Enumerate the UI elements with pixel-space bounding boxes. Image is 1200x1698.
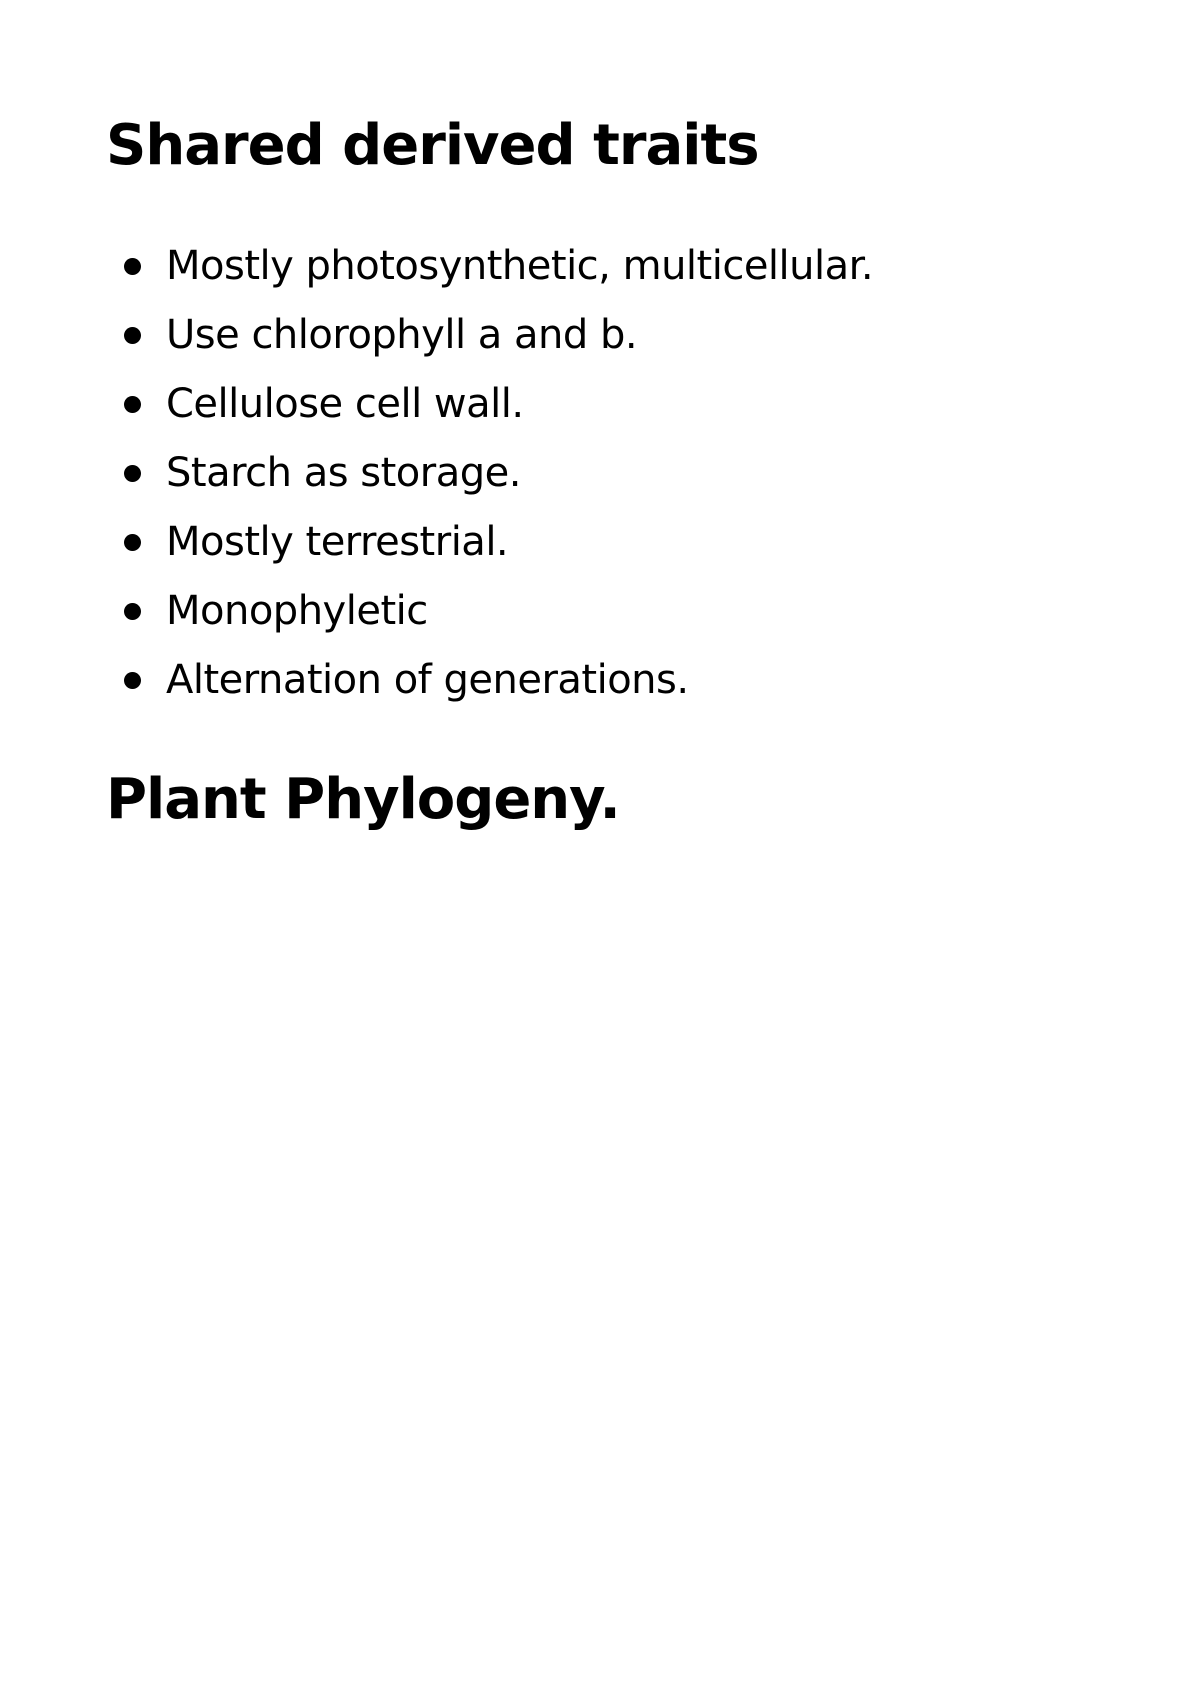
bullet-icon: [124, 465, 141, 482]
list-item-text: Monophyletic: [166, 588, 428, 634]
bullet-icon: [124, 603, 141, 620]
list-item-text: Alternation of generations.: [166, 657, 689, 703]
list-item-text: Starch as storage.: [166, 450, 521, 496]
list-item-text: Mostly terrestrial.: [166, 519, 509, 565]
section-heading-plant-phylogeny: Plant Phylogeny.: [106, 767, 620, 832]
list-item-text: Mostly photosynthetic, multicellular.: [166, 243, 874, 289]
bullet-icon: [124, 396, 141, 413]
section-heading-shared-derived-traits: Shared derived traits: [106, 113, 759, 178]
bullet-icon: [124, 327, 141, 344]
list-item-text: Use chlorophyll a and b.: [166, 312, 638, 358]
list-item-text: Cellulose cell wall.: [166, 381, 524, 427]
bullet-icon: [124, 534, 141, 551]
bullet-icon: [124, 672, 141, 689]
bullet-icon: [124, 258, 141, 275]
